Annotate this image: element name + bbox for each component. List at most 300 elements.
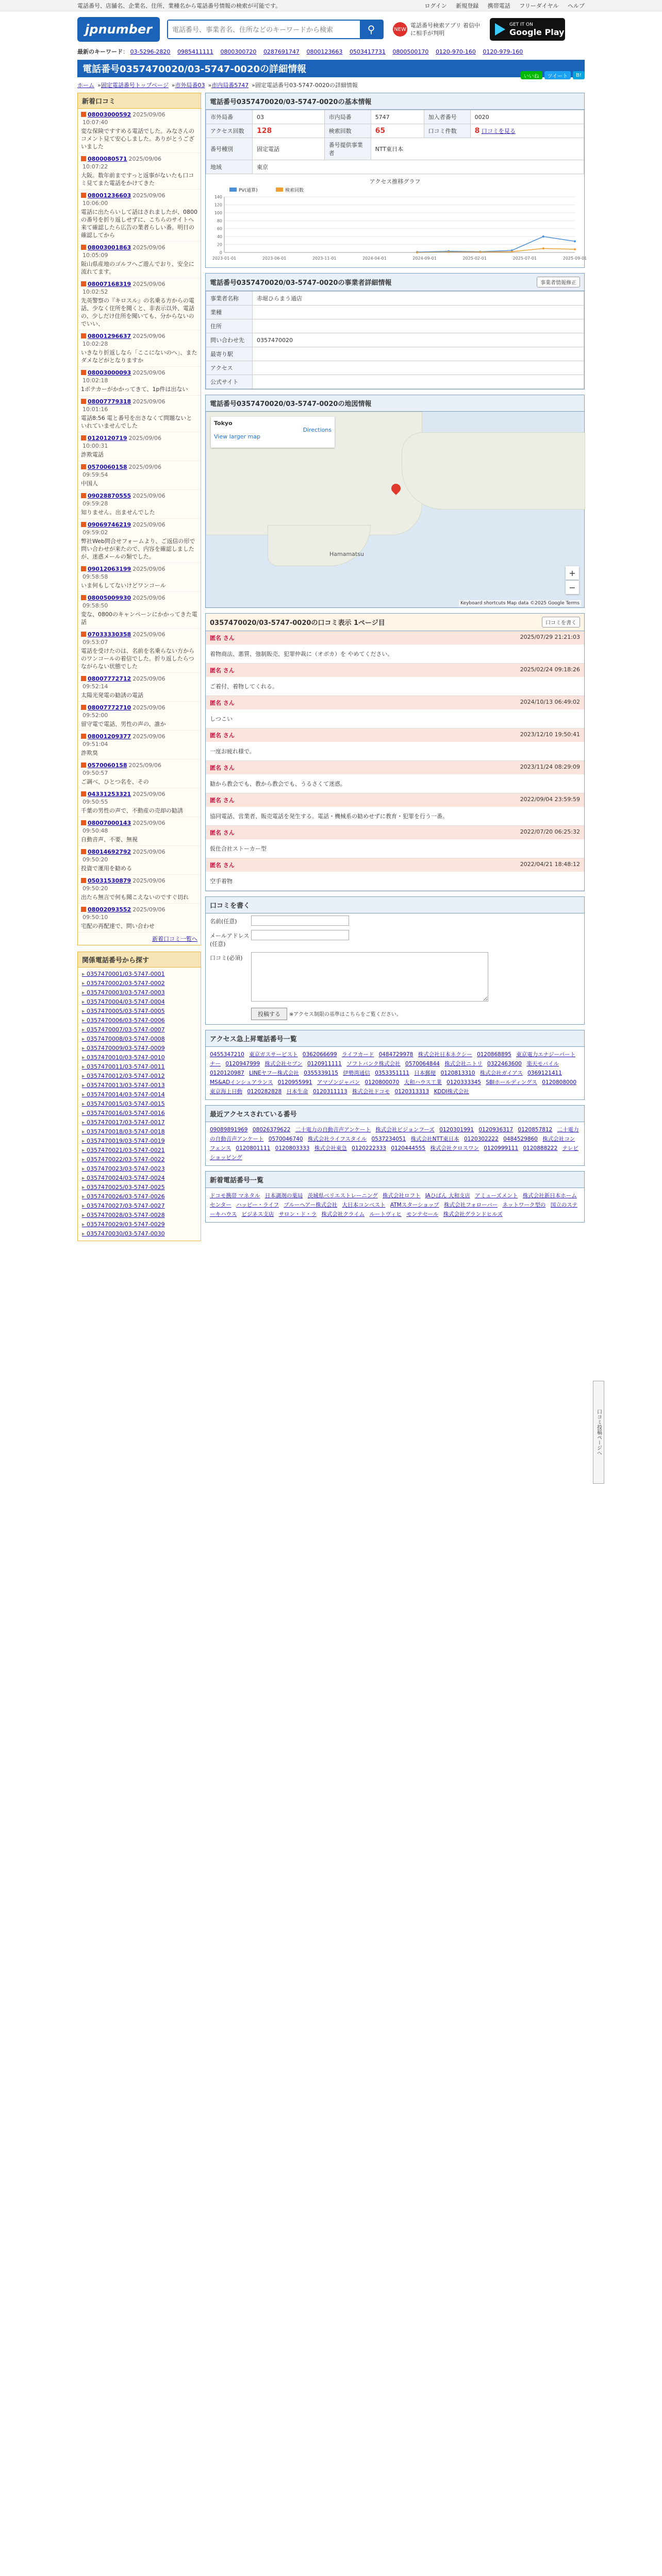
number-link[interactable]: アミューズメント	[475, 1193, 518, 1199]
related-number-link[interactable]: ▸ 0357470027/03-5747-0027	[82, 1201, 196, 1211]
related-number-link[interactable]: ▸ 0357470025/03-5747-0025	[82, 1183, 196, 1192]
review-text: 変な、0800のキャンペーンにかかってきた電話	[81, 611, 197, 625]
review-author: 匿名 さん	[210, 700, 235, 706]
number-link[interactable]: 株式会社新日本ホームセンター	[210, 1193, 577, 1208]
number-link[interactable]: 日本郵便	[414, 1070, 436, 1076]
review-author: 匿名 さん	[210, 862, 235, 869]
review-entry	[206, 631, 584, 664]
review-text: 投資で運用を勧める	[81, 865, 132, 872]
review-time: 09:59:54	[82, 471, 108, 478]
phone-icon	[81, 595, 86, 600]
review-number-link[interactable]: 08001209377	[88, 733, 131, 740]
review-count-cell	[470, 124, 584, 138]
google-play-button[interactable]	[490, 18, 565, 41]
number-link[interactable]: 0120120987	[210, 1070, 244, 1076]
edit-business-button[interactable]: 事業者情報修正	[537, 277, 580, 287]
review-number-link[interactable]: 08007000143	[88, 820, 131, 826]
google-map[interactable]	[206, 412, 584, 607]
search-icon[interactable]: ⚲	[360, 21, 383, 38]
related-number-link[interactable]: ▸ 0357470013/03-5747-0013	[82, 1081, 196, 1090]
list-item	[78, 367, 201, 396]
breadcrumb-item[interactable]: ホーム	[77, 82, 94, 89]
related-number-link[interactable]: ▸ 0357470002/03-5747-0002	[82, 979, 196, 988]
share-hatena-button[interactable]: B!	[573, 71, 585, 79]
review-number-link[interactable]: 0800080571	[88, 156, 127, 162]
review-form-title	[206, 897, 584, 913]
review-text: 先英警察の『キロスル』の名乗る方からの電話、少なく住所を聞くと、非表示以外、電話の、少しだけ住所を聞いても、分からないのでいい、	[81, 297, 194, 327]
number-link[interactable]: 楽天モバイル	[526, 1061, 559, 1067]
number-link[interactable]: 0120333345	[446, 1079, 481, 1086]
top-link[interactable]: フリーダイヤル	[519, 2, 559, 9]
keyword-link[interactable]: 0800500170	[392, 48, 429, 55]
number-link[interactable]: 大日本コンベスト	[342, 1202, 386, 1208]
list-item	[78, 759, 201, 788]
x-tick-label: 2024-09-01	[412, 256, 437, 261]
email-input[interactable]	[251, 930, 349, 940]
review-date: 2025/09/06	[133, 192, 166, 199]
review-number-link[interactable]: 08001296637	[88, 333, 131, 340]
number-link[interactable]: KDDI株式会社	[434, 1089, 469, 1095]
review-number-link[interactable]: 08005009930	[88, 595, 131, 601]
recent-access-title-text: 最近アクセスされている番号	[210, 1111, 297, 1118]
number-link[interactable]: 0120999111	[484, 1145, 519, 1151]
review-time: 09:58:58	[82, 573, 108, 580]
number-link[interactable]: モンテセール	[406, 1211, 439, 1217]
comment-textarea[interactable]	[251, 952, 488, 1002]
surge-list	[206, 1047, 584, 1099]
number-link[interactable]: 日本調剤の薬局	[264, 1193, 303, 1199]
map-title	[206, 395, 584, 412]
search-input[interactable]	[168, 21, 360, 38]
related-number-link[interactable]: ▸ 0357470012/03-5747-0012	[82, 1072, 196, 1081]
review-number-link[interactable]: 07033330358	[88, 631, 131, 638]
number-link[interactable]: 0537234051	[371, 1136, 406, 1142]
related-number-link[interactable]: ▸ 0357470018/03-5747-0018	[82, 1127, 196, 1137]
review-text: 弊社Web問合せフォームより、ご返信の形で問い合わせが来たので、内容を確認しましたが、迷惑メールの類でした。	[81, 538, 195, 560]
zoom-out-icon[interactable]: −	[566, 581, 579, 594]
review-number-link[interactable]: 08003001863	[88, 244, 131, 251]
y-tick-label: 60	[217, 226, 222, 231]
number-link[interactable]: 株式会社グランドヒルズ	[443, 1211, 503, 1217]
review-number-link[interactable]: 0570060158	[88, 464, 127, 470]
phone-icon	[81, 245, 86, 250]
cell-value	[253, 306, 584, 319]
review-text: いきなり折返しなら「ここにないのへ」、またダメなどがとなりますか	[81, 349, 197, 364]
review-date: 2025/09/06	[133, 595, 166, 601]
cell-label: アクセス	[206, 361, 253, 375]
related-number-link[interactable]: ▸ 0357470003/03-5747-0003	[82, 988, 196, 997]
review-number-link[interactable]: 08002093552	[88, 906, 131, 913]
number-link[interactable]: 0120222333	[352, 1145, 386, 1151]
data-point	[574, 240, 576, 242]
review-header	[206, 761, 584, 774]
keyword-link[interactable]: 0120-970-160	[435, 48, 476, 55]
data-point	[479, 251, 481, 253]
number-link[interactable]: 0120888222	[523, 1145, 558, 1151]
keyword-link[interactable]: 0800300720	[220, 48, 257, 55]
number-link[interactable]: サロン・ド・ラ	[278, 1211, 317, 1217]
number-link[interactable]: 0120911111	[307, 1061, 342, 1067]
number-link[interactable]: 株式会社クロスワン	[430, 1145, 479, 1151]
number-link[interactable]: ハッピー・ライフ	[236, 1202, 279, 1208]
related-number-link[interactable]: ▸ 0357470007/03-5747-0007	[82, 1025, 196, 1035]
cell-value: 0020	[470, 110, 584, 124]
list-item	[78, 673, 201, 702]
legend-swatch	[229, 188, 237, 192]
phone-icon	[81, 878, 86, 883]
number-link[interactable]: 0484529860	[503, 1136, 538, 1142]
review-number-link[interactable]: 08007168319	[88, 281, 131, 287]
email-row	[206, 928, 584, 950]
number-link[interactable]: 株式会社NTT東日本	[410, 1136, 459, 1142]
review-time: 10:02:28	[82, 341, 108, 347]
number-link[interactable]: 0120947999	[225, 1061, 260, 1067]
list-item	[78, 519, 201, 563]
y-tick-label: 120	[214, 202, 222, 208]
phone-icon	[81, 435, 86, 440]
new-badge: NEW	[393, 22, 407, 37]
number-link[interactable]: 株式会社ニトリ	[444, 1061, 483, 1067]
review-number-link[interactable]: 08007772712	[88, 675, 131, 682]
cell-value: 東京	[253, 160, 584, 174]
review-text: 知りません。出ませんでした	[81, 509, 155, 516]
number-link[interactable]: 0369121411	[527, 1070, 562, 1076]
breadcrumb-item[interactable]: 固定電話番号トップページ	[101, 82, 169, 89]
y-tick-label: 20	[217, 242, 222, 247]
phone-icon	[81, 399, 86, 404]
number-link[interactable]: 株式会社日本ネクシー	[418, 1052, 472, 1058]
cell-label: アクセス回数	[206, 124, 253, 138]
list-item	[78, 563, 201, 592]
number-link[interactable]: ソフトバンク株式会社	[346, 1061, 401, 1067]
related-number-link[interactable]: ▸ 0357470006/03-5747-0006	[82, 1016, 196, 1025]
list-item	[78, 846, 201, 875]
name-row	[206, 913, 584, 928]
basic-info-title-text: 電話番号0357470020/03-5747-0020の基本情報	[210, 98, 372, 106]
number-link[interactable]: 0455347210	[210, 1052, 244, 1058]
cell-value	[253, 361, 584, 375]
review-date: 2022/07/20 06:25:32	[520, 828, 580, 835]
review-date: 2025/09/06	[133, 791, 166, 798]
top-link[interactable]: ログイン	[424, 2, 447, 9]
number-link[interactable]: SBIホールディングス	[486, 1079, 537, 1086]
cell-label: 地域	[206, 160, 253, 174]
list-item	[78, 788, 201, 817]
number-link[interactable]: 日本生命	[286, 1089, 308, 1095]
breadcrumb-item[interactable]: 市内局番5747	[211, 82, 249, 89]
review-date: 2023/11/24 08:29:09	[520, 764, 580, 770]
recent-reviews-panel	[77, 93, 201, 945]
number-link[interactable]: 茨城県ベリエストレーニング	[307, 1193, 378, 1199]
more-reviews-link[interactable]: 新着口コミ一覧へ	[152, 936, 197, 942]
related-number-link[interactable]: ▸ 0357470015/03-5747-0015	[82, 1099, 196, 1109]
site-logo[interactable]: jpnumber	[77, 17, 160, 42]
number-link[interactable]: 株式会社ライフスタイル	[307, 1136, 367, 1142]
phone-icon	[81, 632, 86, 637]
x-tick-label: 2023-11-01	[312, 256, 337, 261]
review-date: 2025/09/06	[133, 704, 166, 711]
form-note[interactable]: ※アクセス制限の基準はこちらをご覧ください。	[289, 1012, 402, 1018]
keyword-link[interactable]: 03-5296-2820	[130, 48, 171, 55]
search-count: 65	[371, 124, 424, 138]
review-time: 10:05:09	[82, 252, 108, 259]
review-number-link[interactable]: 08001236603	[88, 192, 131, 199]
cell-label: 番号種別	[206, 138, 253, 160]
number-link[interactable]: 0120801111	[236, 1145, 271, 1151]
review-header	[206, 858, 584, 872]
related-number-link[interactable]: ▸ 0357470001/03-5747-0001	[82, 970, 196, 979]
search-box	[167, 20, 384, 39]
map-caption: Keyboard shortcuts Map data ©2025 Google Terms	[459, 600, 581, 606]
access-chart	[209, 185, 587, 263]
review-time: 09:59:02	[82, 529, 108, 536]
number-link[interactable]: 0353351111	[375, 1070, 409, 1076]
review-text: 自動音声、不要、無視	[81, 836, 138, 843]
review-entry	[206, 664, 584, 696]
data-point	[574, 248, 576, 250]
number-link[interactable]: 0570064844	[405, 1061, 440, 1067]
keyword-link[interactable]: 0800123663	[306, 48, 343, 55]
number-link[interactable]: 株式会社セブン	[264, 1061, 303, 1067]
number-link[interactable]: 東京ガスサービスト	[249, 1052, 298, 1058]
keyword-link[interactable]: 0120-979-160	[483, 48, 523, 55]
cell-label: 住所	[206, 319, 253, 333]
data-point	[542, 247, 544, 249]
play-store-icon	[495, 23, 505, 36]
number-link[interactable]: 二十電力の自動音声アンケート	[295, 1127, 371, 1133]
review-text: 詐欺電話	[81, 451, 104, 458]
review-number-link[interactable]: 0570060158	[88, 762, 127, 769]
map-larger-link[interactable]: View larger map	[214, 433, 260, 440]
related-number-link[interactable]: ▸ 0357470009/03-5747-0009	[82, 1044, 196, 1053]
number-link[interactable]: ライフカード	[341, 1052, 374, 1058]
related-number-link[interactable]: ▸ 0357470016/03-5747-0016	[82, 1109, 196, 1118]
legend-swatch	[276, 188, 283, 192]
top-link[interactable]: ヘルプ	[568, 2, 585, 9]
number-link[interactable]: 伊勢湾通信	[343, 1070, 370, 1076]
business-info-table	[206, 291, 584, 389]
number-link[interactable]: 0355339115	[304, 1070, 338, 1076]
number-link[interactable]: ドコモ携帯 マネタル	[210, 1193, 260, 1199]
related-number-link[interactable]: ▸ 0357470019/03-5747-0019	[82, 1137, 196, 1146]
number-link[interactable]: 0120857812	[518, 1127, 553, 1133]
name-label: 名前(任意)	[210, 918, 237, 925]
review-text: 大阪。数年前まですっと返事がないたも口コミ見てまた電話をかけてきた	[81, 172, 194, 187]
review-date: 2025/09/06	[128, 464, 161, 470]
number-link[interactable]: 0120311113	[312, 1089, 347, 1095]
top-link[interactable]: 新規登録	[456, 2, 479, 9]
review-header	[206, 696, 584, 709]
number-link[interactable]: 0120444555	[391, 1145, 426, 1151]
review-number-link[interactable]: 08007779318	[88, 398, 131, 405]
number-link[interactable]: 東京海上日動	[210, 1089, 242, 1095]
number-link[interactable]: ネットワーク型の	[502, 1202, 546, 1208]
number-link[interactable]: 0570046740	[268, 1136, 303, 1142]
review-number-link[interactable]: 08007772710	[88, 704, 131, 711]
basic-info-title	[206, 93, 584, 110]
review-time: 10:02:52	[82, 289, 108, 295]
number-link[interactable]: 0120302222	[464, 1136, 499, 1142]
related-number-link[interactable]: ▸ 0357470024/03-5747-0024	[82, 1174, 196, 1183]
review-number-link[interactable]: 09012063199	[88, 566, 131, 572]
keyword-link[interactable]: 0287691747	[263, 48, 300, 55]
number-link[interactable]: 0120808000	[542, 1079, 577, 1086]
related-number-link[interactable]: ▸ 0357470005/03-5747-0005	[82, 1007, 196, 1016]
basic-info-box	[205, 93, 585, 268]
reviews-box	[205, 613, 585, 891]
share-tweet-button[interactable]: ツイート	[544, 71, 571, 79]
review-date: 2022/04/21 18:48:12	[520, 861, 580, 868]
number-link[interactable]: 09089891969	[210, 1127, 248, 1133]
legend-label: 検索回数	[285, 188, 304, 193]
review-author: 匿名 さん	[210, 797, 235, 804]
related-number-link[interactable]: ▸ 0357470026/03-5747-0026	[82, 1192, 196, 1201]
map-directions-link[interactable]: Directions	[303, 427, 332, 433]
review-date: 2025/09/06	[133, 675, 166, 682]
review-date: 2025/09/06	[133, 521, 166, 528]
review-time: 09:52:14	[82, 683, 108, 690]
related-number-link[interactable]: ▸ 0357470010/03-5747-0010	[82, 1053, 196, 1062]
review-text: 太陽光発電の勧誘の電話	[81, 692, 143, 699]
number-link[interactable]: 二十電力の自動音声アンケート	[210, 1127, 579, 1142]
number-link[interactable]: 株式会社ガイアス	[479, 1070, 523, 1076]
number-link[interactable]: 0120800070	[365, 1079, 400, 1086]
top-bar-links	[417, 2, 585, 10]
number-link[interactable]: 0120313313	[394, 1089, 429, 1095]
list-item	[78, 592, 201, 629]
review-date: 2024/10/13 06:49:02	[520, 699, 580, 705]
related-number-link[interactable]: ▸ 0357470021/03-5747-0021	[82, 1146, 196, 1155]
number-link[interactable]: 0322463600	[487, 1061, 522, 1067]
number-link[interactable]: 08026379622	[252, 1127, 291, 1133]
number-link[interactable]: 株式会社クライム	[321, 1211, 365, 1217]
share-line-button[interactable]: いいね	[521, 71, 542, 79]
left-sidebar	[77, 93, 201, 2566]
related-number-link[interactable]: ▸ 0357470028/03-5747-0028	[82, 1211, 196, 1220]
business-info-title-text: 電話番号0357470020/03-5747-0020の事業者詳細情報	[210, 279, 392, 287]
review-date: 2025/09/06	[133, 244, 166, 251]
related-number-link[interactable]: ▸ 0357470011/03-5747-0011	[82, 1062, 196, 1072]
number-link[interactable]: ルートヴィヒ	[369, 1211, 402, 1217]
related-number-link[interactable]: ▸ 0357470008/03-5747-0008	[82, 1035, 196, 1044]
review-number-link[interactable]: 05031530879	[88, 877, 131, 884]
number-link[interactable]: 国立のステーキハウス	[210, 1202, 578, 1217]
number-link[interactable]: 0120282828	[247, 1089, 282, 1095]
map-info-card	[211, 417, 335, 448]
review-date: 2025/09/06	[133, 281, 166, 287]
number-link[interactable]: 0120936317	[478, 1127, 514, 1133]
list-item	[78, 490, 201, 519]
review-date: 2025/09/06	[133, 733, 166, 740]
top-link[interactable]: 携帯電話	[487, 2, 510, 9]
review-number-link[interactable]: 09028870555	[88, 493, 131, 499]
review-number-link[interactable]: 0120120719	[88, 435, 127, 442]
number-link[interactable]: アマゾンジャパン	[317, 1079, 360, 1086]
number-link[interactable]: JAひばん 大和支店	[425, 1193, 470, 1199]
number-link[interactable]: LINEヤフー株式会社	[249, 1070, 299, 1076]
review-number-link[interactable]: 08014692792	[88, 849, 131, 855]
page-title: 電話番号0357470020/03-5747-0020の詳細情報	[77, 60, 585, 77]
new-numbers-box	[205, 1171, 585, 1223]
cell-label: 最寄り駅	[206, 347, 253, 361]
review-number-link[interactable]: 09069746219	[88, 521, 131, 528]
related-number-link[interactable]: ▸ 0357470029/03-5747-0029	[82, 1220, 196, 1229]
cell-label: 検索回数	[324, 124, 371, 138]
number-link[interactable]: 株式会社東急	[314, 1145, 347, 1151]
number-link[interactable]: 0484729978	[378, 1052, 413, 1058]
review-number-link[interactable]: 08003000093	[88, 369, 131, 376]
review-date: 2023/12/10 19:50:41	[520, 731, 580, 738]
number-link[interactable]: ATMスターショップ	[390, 1202, 439, 1208]
surge-box	[205, 1030, 585, 1100]
zoom-in-icon[interactable]: +	[566, 566, 579, 580]
review-body: 一度お疲れ様で。	[210, 748, 255, 755]
number-link[interactable]: MS&ADインシュアランス	[210, 1079, 273, 1086]
submit-review-button[interactable]: 投稿する	[251, 1008, 287, 1020]
number-link[interactable]: 株式会社ロフト	[383, 1193, 421, 1199]
number-link[interactable]: 0120868895	[477, 1052, 511, 1058]
keyword-link[interactable]: 0985411111	[177, 48, 213, 55]
write-review-button[interactable]: 口コミを書く	[542, 617, 580, 628]
review-text: 出たら無言で何も聞こえないのですぐ切れ	[81, 894, 189, 901]
floating-review-button[interactable]: 口コミ投稿ページへ	[593, 1381, 604, 1484]
review-time: 10:07:40	[82, 119, 108, 126]
review-link[interactable]: 口コミを見る	[481, 128, 516, 134]
cell-value	[253, 347, 584, 361]
list-item	[78, 278, 201, 330]
number-link[interactable]: 株式会社ドコモ	[352, 1089, 390, 1095]
list-item	[78, 190, 201, 242]
app-promo-text[interactable]: 電話番号検索アプリ 着信中に相手が判明	[410, 22, 481, 37]
cell-value: 5747	[371, 110, 424, 124]
related-number-link[interactable]: ▸ 0357470004/03-5747-0004	[82, 997, 196, 1007]
related-number-link[interactable]: ▸ 0357470014/03-5747-0014	[82, 1090, 196, 1099]
keyword-link[interactable]: 0503417731	[349, 48, 386, 55]
related-number-link[interactable]: ▸ 0357470030/03-5747-0030	[82, 1229, 196, 1239]
review-form-title-text: 口コミを書く	[210, 902, 251, 910]
cell-value: 03	[253, 110, 325, 124]
number-link[interactable]: 0120813310	[440, 1070, 475, 1076]
number-link[interactable]: 株式会社コンフェンス	[210, 1136, 575, 1151]
number-link[interactable]: 0362066699	[302, 1052, 337, 1058]
related-number-link[interactable]: ▸ 0357470023/03-5747-0023	[82, 1164, 196, 1174]
number-link[interactable]: ブルーヘアー株式会社	[284, 1202, 338, 1208]
breadcrumb: ホーム » 固定電話番号トップページ » 市外局番03 » 市内局番5747 » 固定電話番号03-5747-0020の詳細情報	[77, 81, 358, 89]
number-link[interactable]: 株式会社フォローバー	[444, 1202, 498, 1208]
related-number-link[interactable]: ▸ 0357470022/03-5747-0022	[82, 1155, 196, 1164]
breadcrumb-item[interactable]: 市外局番03	[175, 82, 205, 89]
review-time: 09:52:00	[82, 712, 108, 719]
number-link[interactable]: ビジネス支店	[241, 1211, 274, 1217]
number-link[interactable]: 0120803333	[275, 1145, 310, 1151]
name-input[interactable]	[251, 916, 349, 926]
number-link[interactable]: 大和ハウス工業	[404, 1079, 442, 1086]
related-number-link[interactable]: ▸ 0357470017/03-5747-0017	[82, 1118, 196, 1127]
review-number-link[interactable]: 04331253321	[88, 791, 131, 798]
phone-icon	[81, 112, 86, 117]
number-link[interactable]: 東京電力エナジーパートナー	[210, 1052, 575, 1067]
review-author: 匿名 さん	[210, 667, 235, 674]
number-link[interactable]: 0120955991	[277, 1079, 312, 1086]
number-link[interactable]: 0120301991	[439, 1127, 474, 1133]
review-date: 2025/09/06	[133, 333, 166, 340]
email-label: メールアドレス(任意)	[210, 933, 250, 947]
number-link[interactable]: 株式会社ビジョンフーズ	[375, 1127, 435, 1133]
review-number-link[interactable]: 08003000592	[88, 111, 131, 118]
reviews-title-text: 0357470020/03-5747-0020の口コミ表示 1ページ目	[210, 619, 385, 627]
number-link[interactable]: テレビショッピング	[210, 1145, 578, 1161]
x-tick-label: 2023-06-01	[262, 256, 287, 261]
